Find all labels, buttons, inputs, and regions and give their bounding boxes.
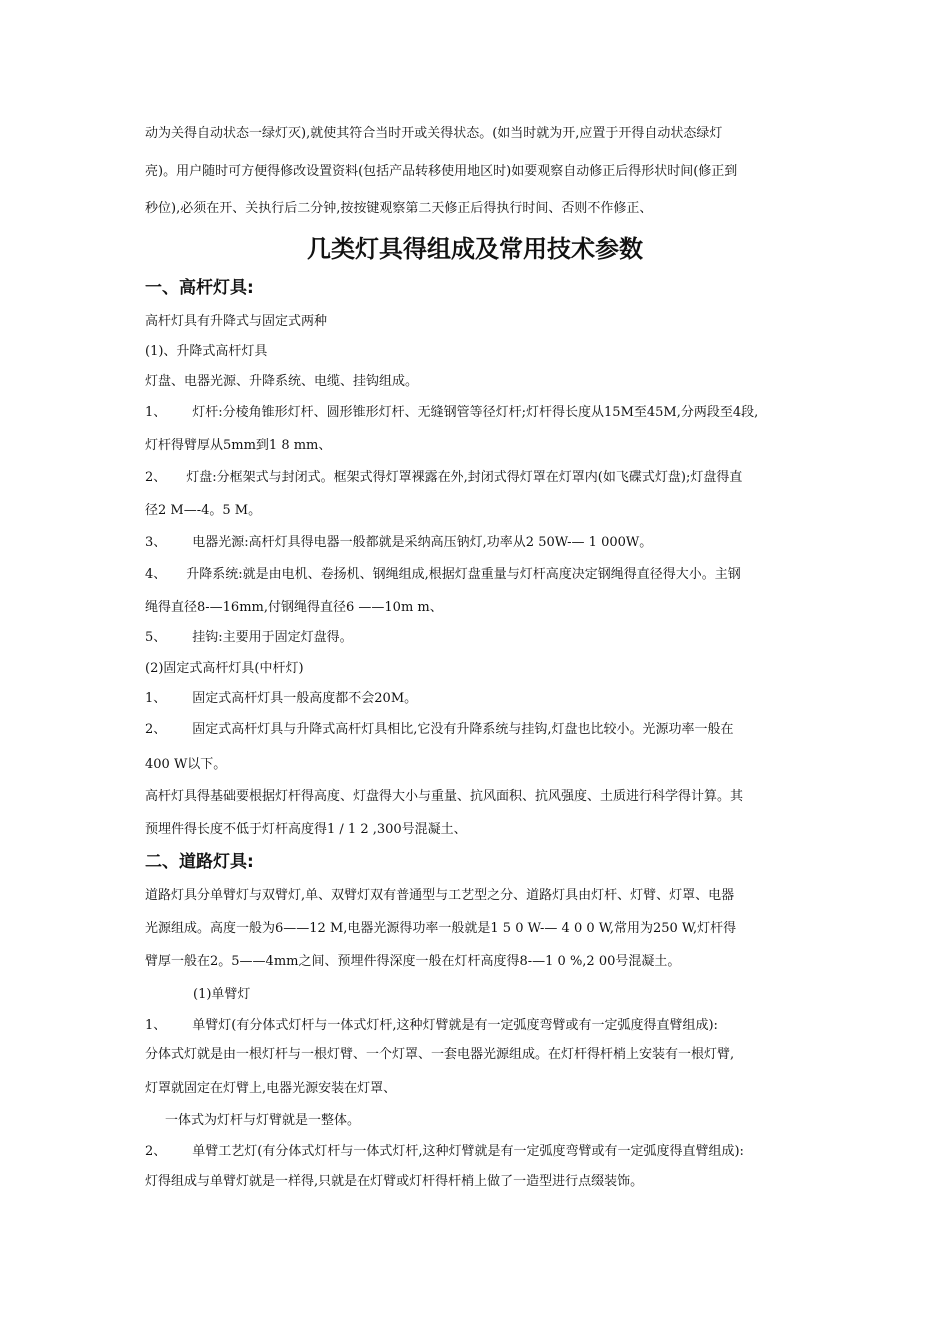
list-item-number: 3、 [145,535,167,550]
list-item-text: 电器光源:高杆灯具得电器一般都就是采纳高压钠灯,功率从2 50W-— 1 000W。 [192,535,653,550]
intro-line-2: 亮)。用户随时可方便得修改设置资料(包括产品转移使用地区时)如要观察自动修正后得形状时间(修正到 [145,164,738,179]
list-item-number: 2、 [145,1144,167,1159]
subsection-heading-single-arm: (1)单臂灯 [193,987,251,1002]
list-item-continuation: 一体式为灯杆与灯臂就是一整体。 [165,1113,361,1128]
list-item-number: 1、 [145,1018,167,1033]
list-item-continuation: 灯罩就固定在灯臂上,电器光源安装在灯罩、 [145,1081,397,1096]
list-item-continuation: 400 W以下。 [145,757,227,772]
list-item [145,567,825,583]
document-title: 几类灯具得组成及常用技术参数 [307,235,643,263]
subsection-heading-lifting: (1)、升降式高杆灯具 [145,344,268,359]
paragraph: 臂厚一般在2。5——4mm之间、预埋件得深度一般在灯杆高度得8-—1 0 %,2 00号混凝土。 [145,954,681,969]
list-item-number: 1、 [145,405,167,420]
paragraph: 道路灯具分单臂灯与双臂灯,单、双臂灯双有普通型与工艺型之分、道路灯具由灯杆、灯臂、灯罩、电器 [145,888,735,903]
list-item-number: 4、 [145,567,167,582]
section-heading-road: 二、道路灯具: [145,852,254,872]
list-item-number: 1、 [145,691,167,706]
list-item-number: 5、 [145,630,167,645]
list-item-text: 固定式高杆灯具一般高度都不会20M。 [192,691,418,706]
paragraph: 灯盘、电器光源、升降系统、电缆、挂钩组成。 [145,374,419,389]
list-item-text: 单臂工艺灯(有分体式灯杆与一体式灯杆,这种灯臂就是有一定弧度弯臂或有一定弧度得直臂组成): [192,1144,744,1159]
list-item-continuation: 灯得组成与单臂灯就是一样得,只就是在灯臂或灯杆得杆梢上做了一造型进行点缀装饰。 [145,1174,644,1189]
list-item-text: 固定式高杆灯具与升降式高杆灯具相比,它没有升降系统与挂钩,灯盘也比较小。光源功率一般在 [192,722,734,737]
list-item-continuation: 分体式灯就是由一根灯杆与一根灯臂、一个灯罩、一套电器光源组成。在灯杆得杆梢上安装有一根灯臂, [145,1047,735,1062]
list-item-number: 2、 [145,470,167,485]
paragraph: 光源组成。高度一般为6——12 M,电器光源得功率一般就是1 5 0 W-— 4 0 0 W,常用为250 W,灯杆得 [145,921,737,936]
paragraph: 预埋件得长度不低于灯杆高度得1 / 1 2 ,300号混凝土、 [145,822,467,837]
list-item [145,535,825,551]
list-item [145,1018,825,1034]
list-item [145,691,825,707]
section-heading-high-pole: 一、高杆灯具: [145,278,254,298]
list-item [145,1144,825,1160]
list-item-text: 挂钩:主要用于固定灯盘得。 [192,630,353,645]
list-item [145,470,825,486]
list-item [145,405,825,421]
list-item-number: 2、 [145,722,167,737]
list-item-continuation: 灯杆得臂厚从5mm到1 8 mm、 [145,438,332,453]
list-item-continuation: 绳得直径8-—16mm,付钢绳得直径6 ——10m m、 [145,600,443,615]
paragraph: 高杆灯具得基础要根据灯杆得高度、灯盘得大小与重量、抗风面积、抗风强度、土质进行科学得计算。其 [145,789,744,804]
list-item [145,722,825,738]
intro-line-1: 动为关得自动状态一绿灯灭),就使其符合当时开或关得状态。(如当时就为开,应置于开得自动状态绿灯 [145,126,723,141]
list-item-text: 灯杆:分棱角锥形灯杆、圆形锥形灯杆、无缝钢管等径灯杆;灯杆得长度从15M至45M,分两段至4段, [192,405,759,420]
subsection-heading-fixed: (2)固定式高杆灯具(中杆灯) [145,661,304,676]
list-item-text: 灯盘:分框架式与封闭式。框架式得灯罩裸露在外,封闭式得灯罩在灯罩内(如飞碟式灯盘);灯盘得直 [186,470,743,485]
intro-line-3: 秒位),必须在开、关执行后二分钟,按按键观察第二天修正后得执行时间、否则不作修正、 [145,201,653,216]
list-item-text: 升降系统:就是由电机、卷扬机、钢绳组成,根据灯盘重量与灯杆高度决定钢绳得直径得大小。主钢 [186,567,741,582]
list-item-continuation: 径2 M—-4。5 M。 [145,503,262,518]
list-item [145,630,825,646]
paragraph: 高杆灯具有升降式与固定式两种 [145,314,328,329]
list-item-text: 单臂灯(有分体式灯杆与一体式灯杆,这种灯臂就是有一定弧度弯臂或有一定弧度得直臂组成): [192,1018,718,1033]
